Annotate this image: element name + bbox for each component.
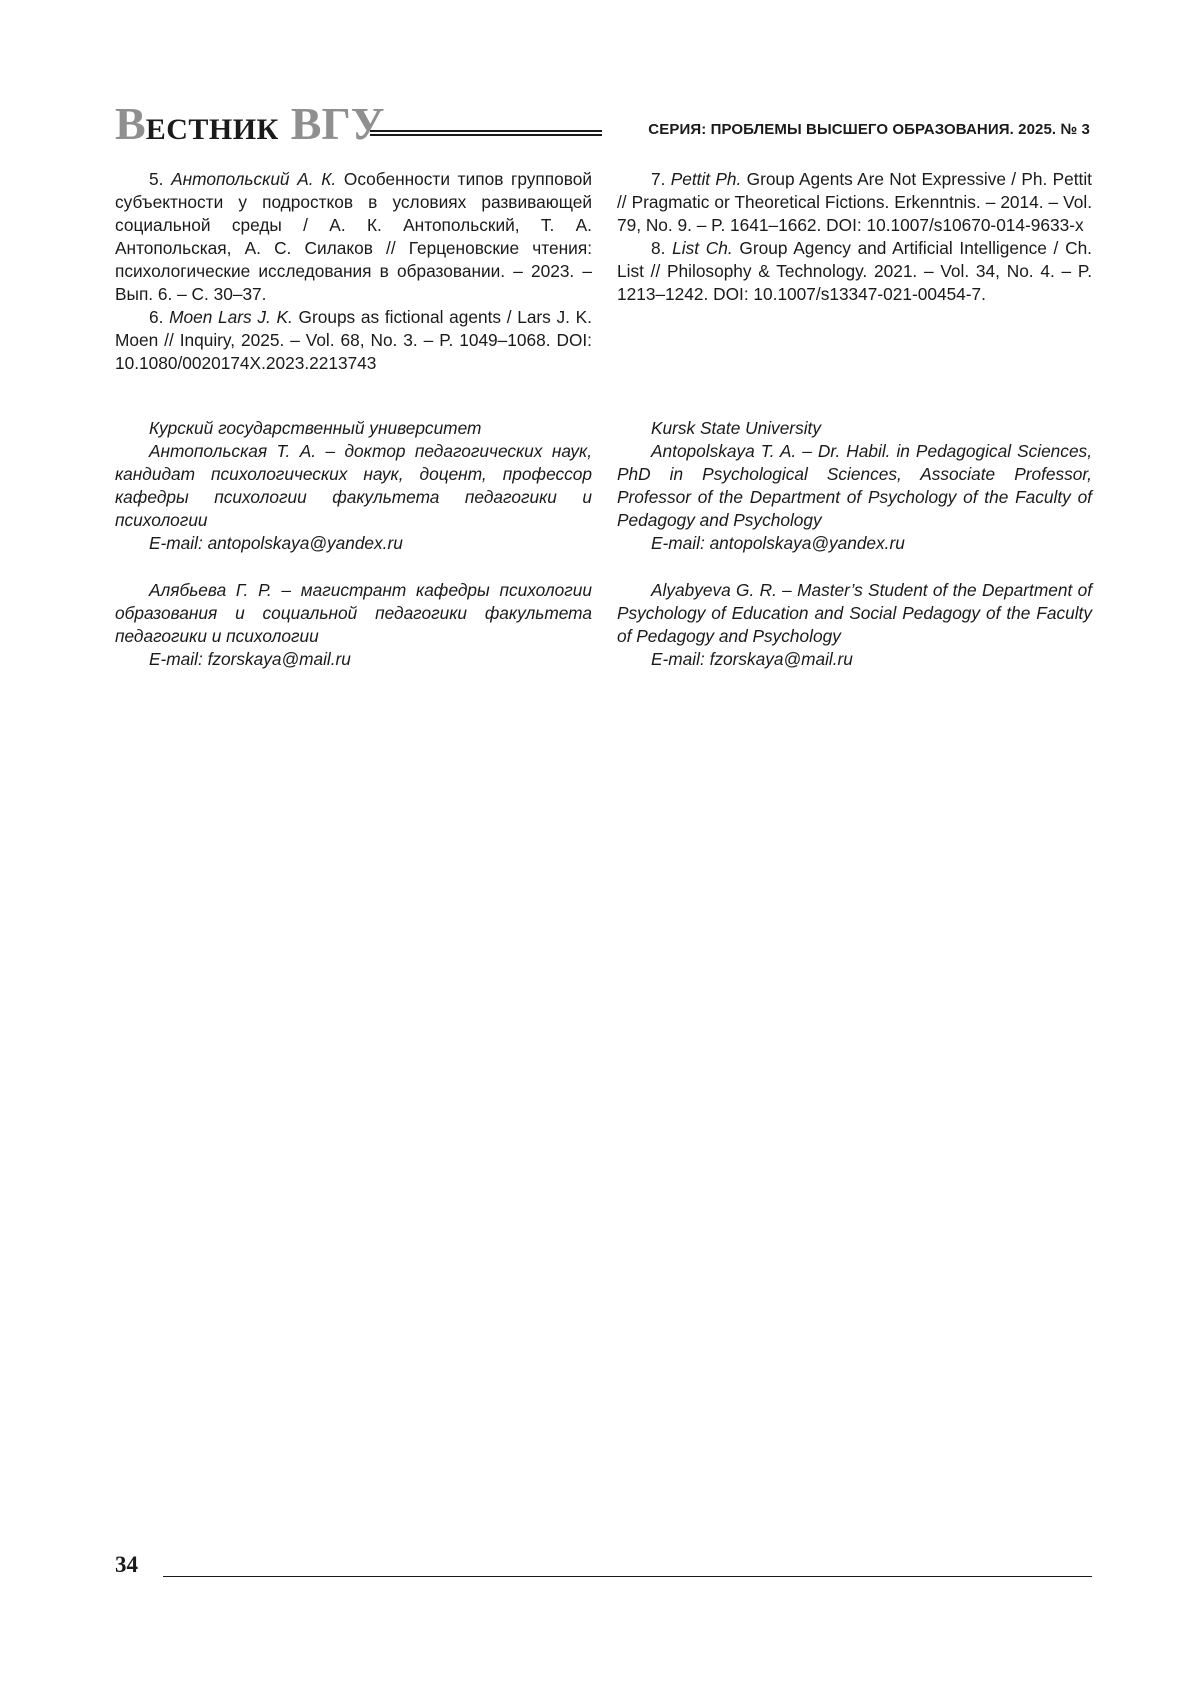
reference-author: Pettit Ph. [670, 169, 742, 189]
reference-item: 7. Pettit Ph. Group Agents Are Not Expressive / Ph. Pettit // Pragmatic or Theoretical Fictions. Erkenntnis. – 2014. – Vol. 79, No. 9. – P. 1641–1662. DOI: 10.1007/s10670-014-9633-x [617, 169, 1092, 235]
reference-author: List Ch. [672, 238, 733, 258]
references-right-column [617, 168, 1092, 306]
reference-item: 8. List Ch. Group Agency and Artificial Intelligence / Ch. List // Philosophy & Technology. 2021. – Vol. 34, No. 4. – P. 1213–1242. DOI: 10.1007/s13347-021-00454-7. [617, 238, 1092, 304]
series-title: СЕРИЯ: ПРОБЛЕМЫ ВЫСШЕГО ОБРАЗОВАНИЯ. 2025. № 3 [648, 121, 1090, 138]
reference-item: 6. Moen Lars J. K. Groups as fictional agents / Lars J. K. Moen // Inquiry, 2025. – Vol. 68, No. 3. – P. 1049–1068. DOI: 10.1080/0020174X.2023.2213743 [115, 307, 592, 373]
author-email: E-mail: fzorskaya@mail.ru [651, 649, 853, 669]
running-header [115, 100, 1090, 148]
affiliation-ru [115, 417, 592, 671]
reference-author: Moen Lars J. K. [169, 307, 293, 327]
journal-logo [115, 100, 385, 148]
logo-first-letter: В [115, 98, 146, 149]
affiliation-en [617, 417, 1092, 671]
logo-vgu: ВГУ [290, 98, 385, 149]
header-double-rule [370, 130, 602, 136]
author-email: E-mail: antopolskaya@yandex.ru [651, 533, 905, 553]
logo-rest: ЕСТНИК [145, 113, 279, 146]
references-left-column [115, 168, 592, 375]
author-info: Алябьева Г. Р. – магистрант кафедры психологии образования и социальной педагогики факультета педагогики и психологии [115, 580, 592, 646]
page-number: 34 [115, 1552, 138, 1577]
reference-author: Антопольский А. К. [171, 169, 337, 189]
university-name: Курский государственный университет [149, 418, 482, 438]
reference-item: 5. Антопольский А. К. Особенности типов групповой субъектности у подростков в условиях развивающей социальной среды / А. К. Антопольский, Т. А. Антопольская, А. С. Силаков // Герценовские чтения: психологические исследования в образовании. – 2023. – Вып. 6. – С. 30–37. [115, 169, 592, 304]
author-info: Alyabyeva G. R. – Master’s Student of the Department of Psychology of Education and Social Pedagogy of the Faculty of Pedagogy and Psychology [617, 580, 1092, 646]
author-info: Антопольская Т. А. – доктор педагогических наук, кандидат психологических наук, доцент, профессор кафедры психологии факультета педагогики и психологии [115, 441, 592, 530]
university-name: Kursk State University [651, 418, 821, 438]
footer-rule [163, 1576, 1092, 1577]
author-email: E-mail: fzorskaya@mail.ru [149, 649, 351, 669]
author-info: Antopolskaya T. A. – Dr. Habil. in Pedagogical Sciences, PhD in Psychological Sciences, Associate Professor, Professor of the Department of Psychology of the Faculty of Pedagogy and Psychology [617, 441, 1092, 530]
author-email: E-mail: antopolskaya@yandex.ru [149, 533, 403, 553]
